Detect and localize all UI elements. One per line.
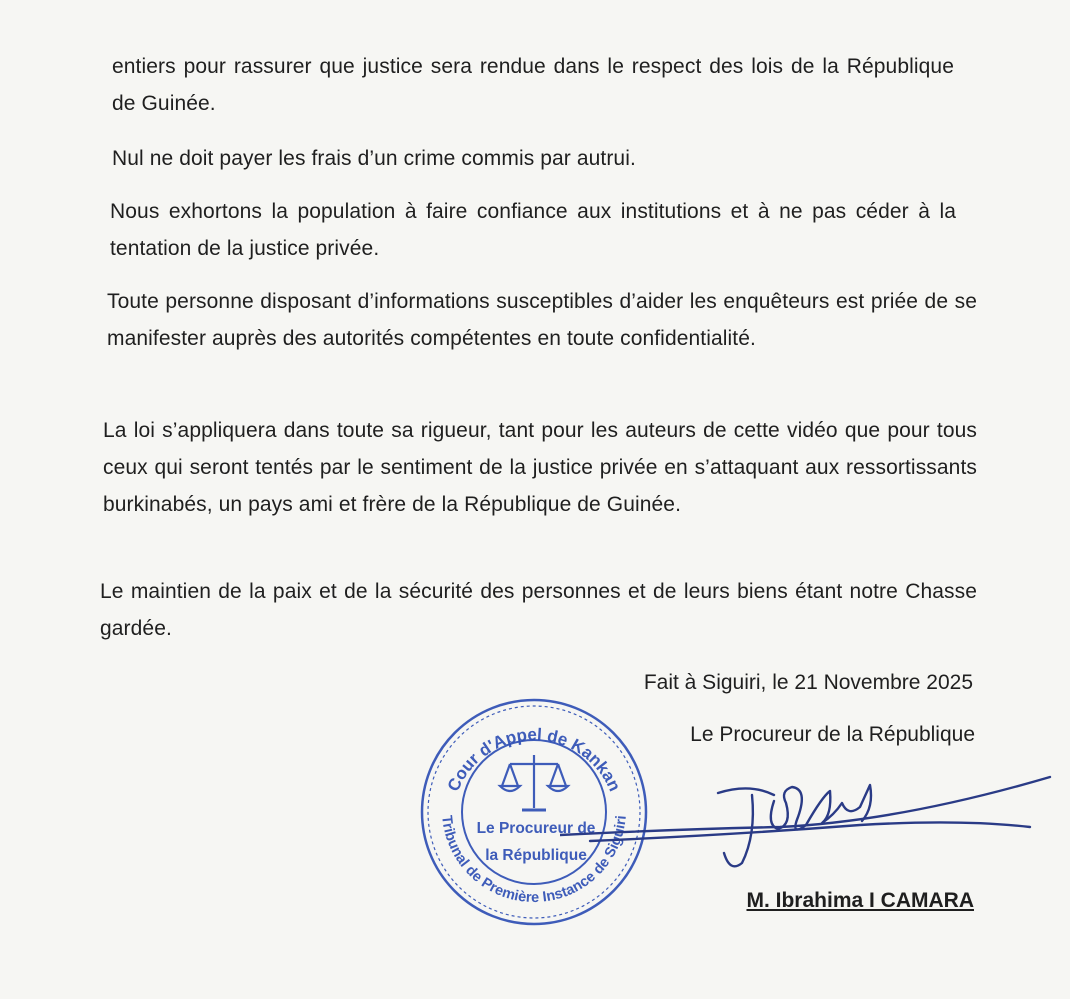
place-date: Fait à Siguiri, le 21 Novembre 2025 [643,671,973,694]
stamp-outer-text-bottom: Tribunal de Première Instance de Siguiri [438,814,630,907]
signatory-title: Le Procureur de la République [690,723,975,746]
stamp-inner-line-1: Le Procureur de [476,820,596,837]
signatory-name: M. Ibrahima I CAMARA [746,889,974,912]
stamp-inner-line-2: la République [485,847,587,864]
paragraph-2: Nul ne doit payer les frais d’un crime commis par autrui. [112,147,636,170]
paragraph-5: La loi s’appliquera dans toute sa rigueur, tant pour les auteurs de cette vidéo que pour tous ceux qui seront tentés par le sentiment de la justice privée en s’attaquant aux ressortissants burkinabés, un pays ami et frère de la République de Guinée. [103,419,977,516]
scales-icon [500,755,568,810]
handwritten-signature [560,755,1060,895]
paragraph-4: Toute personne disposant d’informations susceptibles d’aider les enquêteurs est priée de se manifester auprès des autorités compétentes en toute confidentialité. [107,290,977,350]
paragraph-3: Nous exhortons la population à faire confiance aux institutions et à ne pas céder à la tentation de la justice privée. [110,200,956,260]
paragraph-1: entiers pour rassurer que justice sera rendue dans le respect des lois de la République de Guinée. [112,55,954,115]
stamp-outer-text: Cour d'Appel de Kankan [443,724,625,795]
paragraph-6: Le maintien de la paix et de la sécurité des personnes et de leurs biens étant notre Chasse gardée. [100,580,977,640]
